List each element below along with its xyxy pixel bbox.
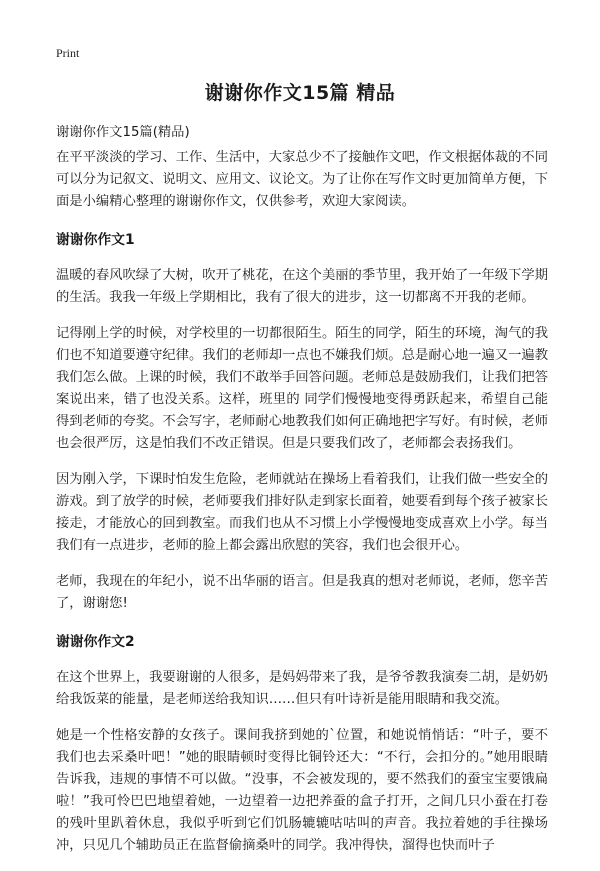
intro-paragraph: 在平平淡淡的学习、工作、生活中，大家总少不了接触作文吧，作文根据体裁的不同可以分为记叙文、说明文、应用文、议论文。为了让你在写作文时更加简单方便，下面是小编精心整理的谢谢你作文，仅供参考，欢迎大家阅读。	[56, 150, 548, 209]
section-paragraph: 因为刚入学，下课时怕发生危险，老师就站在操场上看着我们，让我们做一些安全的游戏。到了放学的时候，老师要我们排好队走到家长面着，她要看到每个孩子被家长接走，才能放心的回到教室。而我们也从不习惯上小学慢慢地变成喜欢上小学。每当我们有一点进步，老师的脸上都会露出欣慰的笑容，我们也会很开心。	[56, 472, 548, 553]
section-paragraph: 在这个世界上，我要谢谢的人很多，是妈妈带来了我，是爷爷教我演奏二胡，是奶奶给我饭菜的能量，是老师送给我知识……但只有叶诗祈是能用眼睛和我交流。	[56, 670, 548, 707]
section-paragraph: 温暖的春风吹绿了大树，吹开了桃花，在这个美丽的季节里，我开始了一年级下学期的生活。我我一年级上学期相比，我有了很大的进步，这一切都离不开我的老师。	[56, 268, 548, 305]
print-link[interactable]: Print	[56, 46, 80, 60]
document-body	[56, 147, 548, 871]
section-paragraph: 老师，我现在的年纪小，说不出华丽的语言。但是我真的想对老师说，老师，您辛苦了，谢谢您!	[56, 574, 548, 611]
section-heading: 谢谢你作文1	[56, 232, 135, 248]
section-paragraph: 记得刚上学的时候，对学校里的一切都很陌生。陌生的同学，陌生的环境，淘气的我们也不知道要遵守纪律。我们的老师却一点也不嫌我们烦。总是耐心地一遍又一遍教我们怎么做。上课的时候，我们不敢举手回答问题。老师总是鼓励我们，让我们把答案说出来，错了也没关系。这样，班里的 同学们慢慢地变得勇跃起来，希望自己能得到老师的夸奖。不会写字，老师耐心地教我们如何正确地把字写好。有时候，老师也会很严厉，这是怕我们不改正错误。但是只要我们改了，老师都会表扬我们。	[56, 326, 548, 451]
section-heading: 谢谢你作文2	[56, 634, 135, 650]
document-subtitle: 谢谢你作文15篇(精品)	[56, 125, 190, 140]
section-paragraph: 她是一个性格安静的女孩子。课间我挤到她的`位置，和她说悄悄话：“叶子，要不我们也去采桑叶吧！”她的眼睛顿时变得比铜铃还大：“不行，会扣分的。”她用眼睛告诉我，违规的事情不可以做。“没事，不会被发现的，要不然我们的蚕宝宝要饿扁啦！”我可怜巴巴地望着她，一边望着一边把养蚕的盒子打开，之间几只小蚕在打卷的残叶里趴着休息，我似乎听到它们饥肠辘辘咕咕叫的声音。我拉着她的手往操场冲，只见几个辅助员正在监督偷摘桑叶的同学。我冲得快，溜得也快而叶子	[56, 728, 548, 853]
page-title: 谢谢你作文15篇 精品	[204, 82, 396, 104]
essay-section-2	[56, 629, 548, 857]
essay-section-1	[56, 227, 548, 615]
